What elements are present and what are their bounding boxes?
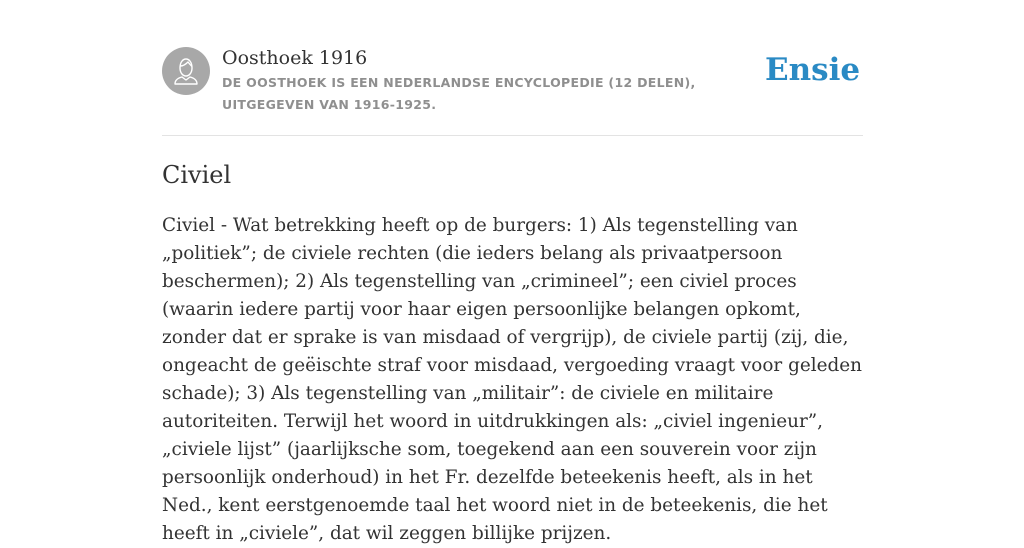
entry-title: Civiel	[162, 161, 232, 189]
avatar[interactable]	[162, 47, 210, 95]
entry-body: Civiel - Wat betrekking heeft op de burgers: 1) Als tegenstelling van „politiek”; de civiele rechten (die ieders belang als privaatpersoon beschermen); 2) Als tegenstelling van „crimineel”; een civiel proces (waarin iedere partij voor haar eigen persoonlijke belangen opkomt, zonder dat er sprake is van misdaad of vergrijp), de civiele partij (zij, die, ongeacht de geëischte straf voor misdaad, vergoeding vraagt voor geleden schade); 3) Als tegenstelling van „militair”: de civiele en militaire autoriteiten. Terwijl het woord in uitdrukkingen als: „civiel ingenieur”, „civiele lijst” (jaarlijksche som, toegekend aan een souverein voor zijn persoonlijk onderhoud) in het Fr. dezelfde beteekenis heeft, als in het Ned., kent eerstgenoemde taal het woord niet in de beteekenis, die het heeft in „civiele”, dat wil zeggen billijke prijzen.	[162, 215, 862, 544]
brand-logo[interactable]: Ensie	[765, 52, 861, 88]
user-icon	[162, 47, 210, 95]
source-description: DE OOSTHOEK IS EEN NEDERLANDSE ENCYCLOPEDIE (12 DELEN), UITGEGEVEN VAN 1916-1925.	[222, 75, 696, 112]
source-title[interactable]: Oosthoek 1916	[222, 47, 368, 69]
header-divider	[162, 135, 863, 136]
